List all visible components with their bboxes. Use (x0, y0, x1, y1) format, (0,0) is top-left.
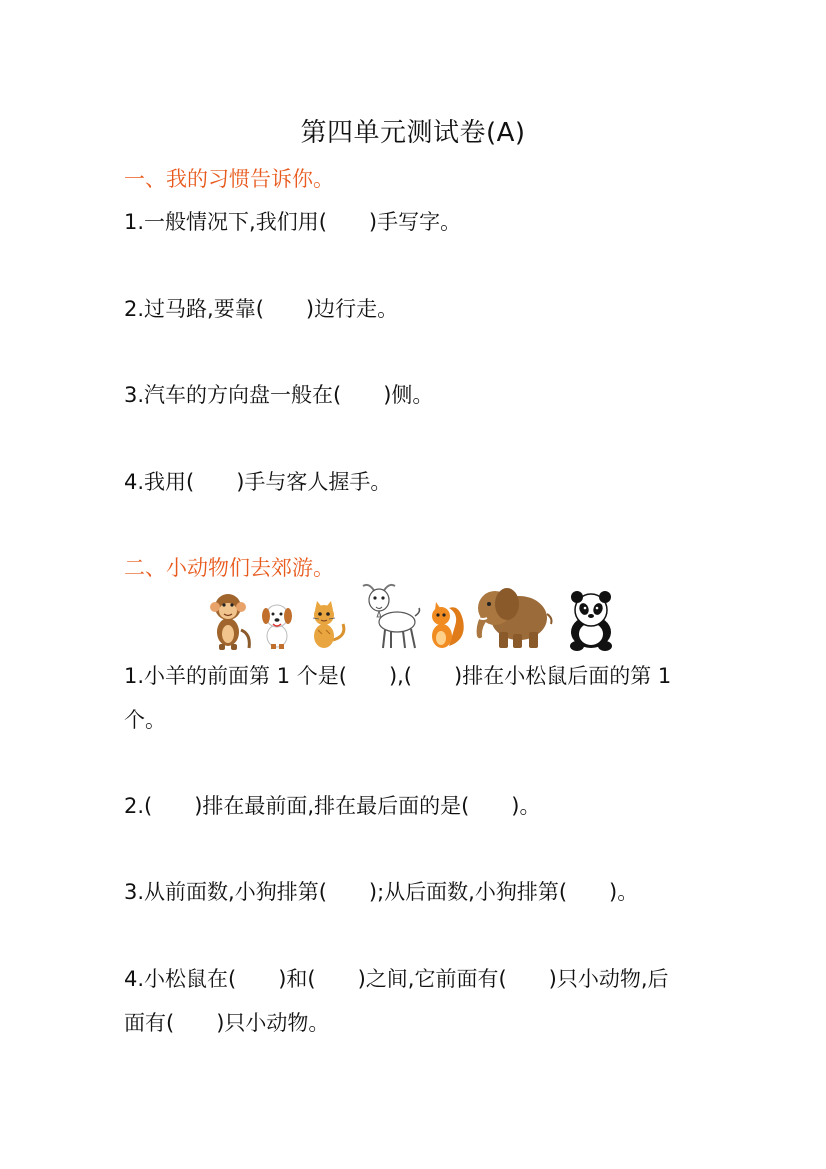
elephant-icon (477, 588, 552, 648)
question-1-4: 4.我用( )手与客人握手。 (124, 470, 392, 494)
panda-icon (570, 591, 612, 651)
section-heading-animals: 二、小动物们去郊游。 (124, 556, 334, 580)
page-title: 第四单元测试卷(A) (300, 118, 526, 148)
cat-icon (313, 601, 344, 648)
question-1-3: 3.汽车的方向盘一般在( )侧。 (124, 383, 434, 407)
question-2-2: 2.( )排在最前面,排在最后面的是( )。 (124, 794, 541, 818)
animal-lineup (205, 580, 625, 652)
question-2-4-line1: 4.小松鼠在( )和( )之间,它前面有( )只小动物,后 (124, 967, 669, 991)
question-1-1: 1.一般情况下,我们用( )手写字。 (124, 210, 462, 234)
puppy-icon (262, 605, 292, 649)
section-heading-habits: 一、我的习惯告诉你。 (124, 167, 334, 191)
question-2-1-line1: 1.小羊的前面第 1 个是( ),( )排在小松鼠后面的第 1 (124, 664, 672, 688)
monkey-icon (210, 594, 249, 650)
goat-icon (363, 585, 420, 648)
question-2-3: 3.从前面数,小狗排第( );从后面数,小狗排第( )。 (124, 880, 639, 904)
question-2-4-line2: 面有( )只小动物。 (124, 1011, 330, 1035)
question-1-2: 2.过马路,要靠( )边行走。 (124, 297, 399, 321)
squirrel-icon (432, 602, 464, 648)
question-2-1-line2: 个。 (124, 708, 166, 732)
